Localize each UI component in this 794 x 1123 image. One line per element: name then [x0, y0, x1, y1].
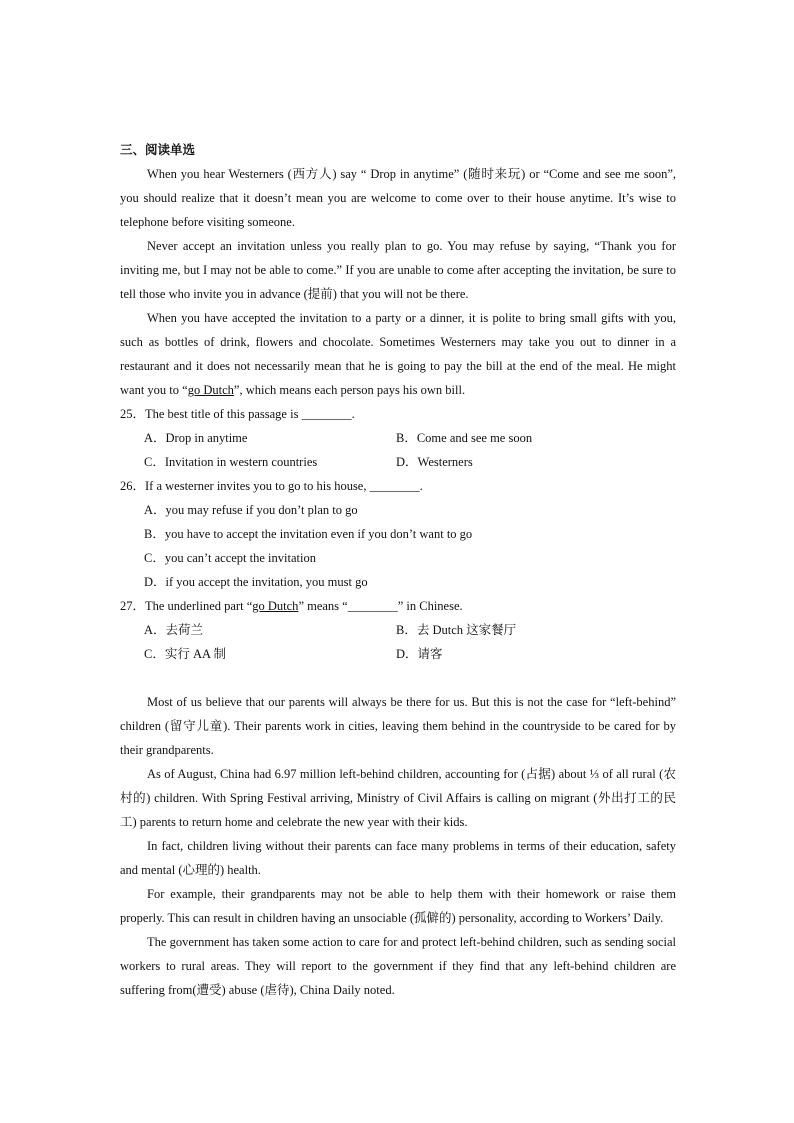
passage1-paragraph-1: When you hear Westerners (西方人) say “ Drop in anytime” (随时来玩) or “Come and see me soon”, you should realize that it doesn’t mean you are welcome to come over to their house anytime. It’s wise to telephone before visiting someone. [120, 167, 676, 229]
passage1-paragraph-3-text: When you have accepted the invitation to a party or a dinner, it is polite to bring small gifts with you, such as bottles of drink, flowers and chocolate. Sometimes Westerners may take you out to dinner in a restaurant and it does not necessarily mean that he is going to pay the bill at the end of the meal. He might want you to “ [120, 311, 676, 397]
document-page [120, 138, 676, 1002]
passage1-paragraph-2: Never accept an invitation unless you really plan to go. You may refuse by saying, “Thank you for inviting me, but I may not be able to come.” If you are unable to come after accepting the invitation, be sure to tell those who invite you in advance (提前) that you will not be there. [120, 239, 676, 301]
question-27-option-a: A．去荷兰 [144, 623, 204, 637]
passage2-paragraph-4: For example, their grandparents may not be able to help them with their homework or raise them properly. This can result in children having an unsociable (孤僻的) personality, according to Workers’ Daily. [120, 887, 676, 925]
passage1-paragraph-3 [120, 306, 676, 402]
question-26-option-c: C．you can’t accept the invitation [144, 551, 316, 565]
question-25-option-a: A．Drop in anytime [144, 431, 248, 445]
question-26-option-d: D．if you accept the invitation, you must go [144, 575, 368, 589]
question-26-stem: 26．If a westerner invites you to go to his house, ________. [120, 479, 423, 493]
question-25-stem: 25．The best title of this passage is ________. [120, 407, 355, 421]
question-26-option-a: A．you may refuse if you don’t plan to go [144, 503, 358, 517]
passage2-paragraph-3: In fact, children living without their parents can face many problems in terms of their education, safety and mental (心理的) health. [120, 839, 676, 877]
question-27-options-row-1 [120, 618, 676, 642]
passage2-paragraph-1: Most of us believe that our parents will always be there for us. But this is not the case for “left-behind” children (留守儿童). Their parents work in cities, leaving them behind in the countryside to be cared for by their grandparents. [120, 695, 676, 757]
question-25-option-d: D．Westerners [396, 455, 473, 469]
question-27-option-c: C．实行 AA 制 [144, 647, 226, 661]
underlined-phrase: go Dutch [187, 383, 234, 397]
passage1-paragraph-3-tail: ”, which means each person pays his own bill. [233, 383, 466, 397]
question-26-option-b: B．you have to accept the invitation even if you don’t want to go [144, 527, 473, 541]
question-27-option-d: D．请客 [396, 647, 443, 661]
section-spacer [120, 666, 676, 690]
question-27-options-row-2 [120, 642, 676, 666]
passage2-paragraph-5: The government has taken some action to care for and protect left-behind children, such as sending social workers to rural areas. They will report to the government if they find that any left-behind children are suffering from(遭受) abuse (虐待), China Daily noted. [120, 935, 676, 997]
question-25-options-row-2 [120, 450, 676, 474]
question-25-option-c: C．Invitation in western countries [144, 455, 318, 469]
question-25-option-b: B．Come and see me soon [396, 431, 533, 445]
question-27-stem [120, 594, 676, 618]
question-27-underlined-phrase: go Dutch [252, 599, 299, 613]
question-25-options-row-1 [120, 426, 676, 450]
section-title: 三、阅读单选 [120, 143, 196, 157]
question-27-option-b: B．去 Dutch 这家餐厅 [396, 623, 517, 637]
question-27-stem-text: 27．The underlined part “ [120, 599, 253, 613]
question-27-stem-tail: ” means “________” in Chinese. [298, 599, 463, 613]
passage2-paragraph-2: As of August, China had 6.97 million left-behind children, accounting for (占据) about ⅓ of all rural (农村的) children. With Spring Festival arriving, Ministry of Civil Affairs is calling on migrant (外出打工的民工) parents to return home and celebrate the new year with their kids. [120, 767, 676, 829]
